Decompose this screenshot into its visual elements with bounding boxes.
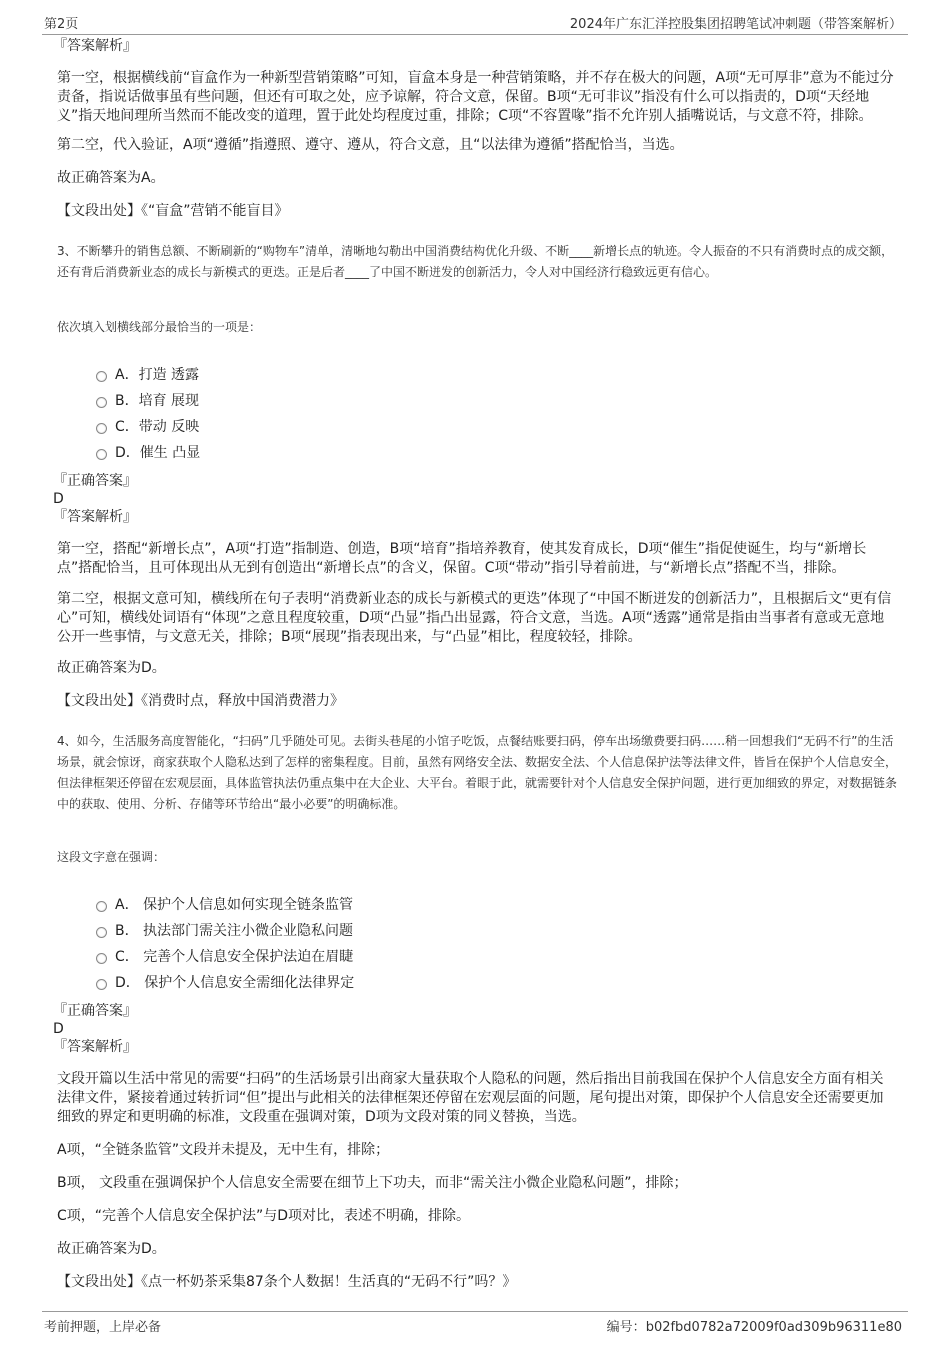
q4-analysis-p3: B项， 文段重在强调保护个人信息安全需要在细节上下功夫，而非“需关注小微企业隐私问题”，排除； <box>57 1175 688 1191</box>
document-body <box>53 37 898 1307</box>
q3-option-c[interactable]: C．带动 反映 <box>57 414 897 440</box>
q3-analysis-p3: 故正确答案为D。 <box>57 660 166 676</box>
q2-source: 【文段出处】《“盲盒”营销不能盲目》 <box>57 203 289 219</box>
q3-prompt: 依次填入划横线部分最恰当的一项是： <box>57 320 262 334</box>
q3-analysis-p1: 第一空，搭配“新增长点”，A项“打造”指制造、创造，B项“培育”指培养教育，使其发育成长，D项“催生”指促使诞生，均与“新增长点”搭配恰当，且可体现出从无到有创造出“新增长点”的含义，保留。C项“带动”指引导着前进，与“新增长点”搭配不当，排除。 <box>57 541 867 576</box>
q4-option-d[interactable]: D． 保护个人信息安全需细化法律界定 <box>57 970 897 996</box>
footer-code <box>607 1316 902 1335</box>
q3-stem: 3、不断攀升的销售总额、不断刷新的“购物车”清单，清晰地勾勒出中国消费结构优化升级、不断____新增长点的轨迹。令人振奋的不只有消费时点的成交额，还有背后消费新业态的成长与新模式的更迭。正是后者____了中国不断迸发的创新活力，令人对中国经济行稳致远更有信心。 <box>57 244 894 279</box>
footer-code-label: 编号： <box>606 1320 646 1335</box>
q4-option-a[interactable]: A． 保护个人信息如何实现全链条监管 <box>57 892 897 918</box>
q3-option-d[interactable]: D．催生 凸显 <box>57 440 897 466</box>
document-title: 2024年广东汇洋控股集团招聘笔试冲刺题（带答案解析） <box>569 17 902 32</box>
q4-option-c[interactable]: C． 完善个人信息安全保护法迫在眉睫 <box>57 944 897 970</box>
q3-correct-label: 『正确答案』 <box>53 473 137 489</box>
radio-icon[interactable] <box>96 423 107 434</box>
page-header <box>42 10 908 35</box>
radio-icon[interactable] <box>96 979 107 990</box>
page-number: 第2页 <box>44 17 79 32</box>
q4-analysis-p4: C项，“完善个人信息安全保护法”与D项对比，表述不明确，排除。 <box>57 1208 471 1224</box>
q3-option-a[interactable]: A．打造 透露 <box>57 362 897 388</box>
q3-correct-answer: D <box>53 491 64 507</box>
q4-correct-label: 『正确答案』 <box>53 1003 137 1019</box>
q4-option-b[interactable]: B． 执法部门需关注小微企业隐私问题 <box>57 918 897 944</box>
radio-icon[interactable] <box>96 953 107 964</box>
q4-correct-answer: D <box>53 1021 64 1037</box>
radio-icon[interactable] <box>96 901 107 912</box>
q2-analysis-p3: 故正确答案为A。 <box>57 170 165 186</box>
q3-analysis-label: 『答案解析』 <box>53 509 137 525</box>
q2-analysis-p2: 第二空，代入验证，A项“遵循”指遵照、遵守、遵从，符合文意，且“以法律为遵循”搭配恰当，当选。 <box>57 137 684 153</box>
q4-analysis-label: 『答案解析』 <box>53 1039 137 1055</box>
q4-source: 【文段出处】《点一杯奶茶采集87条个人数据！生活真的“无码不行”吗？》 <box>57 1274 517 1290</box>
q3-source: 【文段出处】《消费时点，释放中国消费潜力》 <box>57 693 344 709</box>
q3-option-b[interactable]: B．培育 展现 <box>57 388 897 414</box>
footer-code-value: b02fbd0782a72009f0ad309b96311e80 <box>645 1320 902 1335</box>
q2-analysis-p1: 第一空，根据横线前“盲盒作为一种新型营销策略”可知，盲盒本身是一种营销策略，并不存在极大的问题，A项“无可厚非”意为不能过分责备，指说话做事虽有些问题，但还有可取之处，应予谅解，符合文意，保留。B项“无可非议”指没有什么可以指责的，D项“天经地义”指天地间理所当然而不能改变的道理，置于此处均程度过重，排除；C项“不容置喙”指不允许别人插嘴说话，与文意不符，排除。 <box>57 70 894 124</box>
q4-stem: 4、如今，生活服务高度智能化，“扫码”几乎随处可见。去街头巷尾的小馆子吃饭，点餐结账要扫码，停车出场缴费要扫码……稍一回想我们“无码不行”的生活场景，就会惊讶，商家获取个人隐私达到了怎样的密集程度。目前，虽然有网络安全法、数据安全法、个人信息保护法等法律文件，皆旨在保护个人信息安全，但法律框架还停留在宏观层面，具体监管执法仍重点集中在大企业、大平台。着眼于此，就需要针对个人信息安全保护问题，进行更加细致的界定，对数据链条中的获取、使用、分析、存储等环节给出“最小必要”的明确标准。 <box>57 734 898 811</box>
q4-analysis-p2: A项，“全链条监管”文段并未提及，无中生有，排除； <box>57 1142 390 1158</box>
radio-icon[interactable] <box>96 397 107 408</box>
q4-analysis-p1: 文段开篇以生活中常见的需要“扫码”的生活场景引出商家大量获取个人隐私的问题，然后指出目前我国在保护个人信息安全方面有相关法律文件，紧接着通过转折词“但”提出与此相关的法律框架还停留在宏观层面的问题，尾句提出对策，即保护个人信息安全还需要更加细致的界定和更明确的标准，文段重在强调对策，D项为文段对策的同义替换，当选。 <box>57 1071 884 1125</box>
radio-icon[interactable] <box>96 927 107 938</box>
radio-icon[interactable] <box>96 449 107 460</box>
q3-analysis-p2: 第二空，根据文意可知，横线所在句子表明“消费新业态的成长与新模式的更迭”体现了“中国不断迸发的创新活力”，且根据后文“更有信心”可知，横线处词语有“体现”之意且程度较重，D项“凸显”指凸出显露，符合文意，当选。A项“透露”通常是指由当事者有意或无意地公开一些事情，与文意无关，排除；B项“展现”指表现出来，与“凸显”相比，程度较轻，排除。 <box>57 591 892 645</box>
page-footer <box>42 1311 908 1342</box>
radio-icon[interactable] <box>96 371 107 382</box>
q4-analysis-p5: 故正确答案为D。 <box>57 1241 166 1257</box>
q4-prompt: 这段文字意在强调： <box>57 850 166 864</box>
footer-slogan: 考前押题，上岸必备 <box>44 1320 162 1335</box>
q2-analysis-label: 『答案解析』 <box>53 38 137 54</box>
